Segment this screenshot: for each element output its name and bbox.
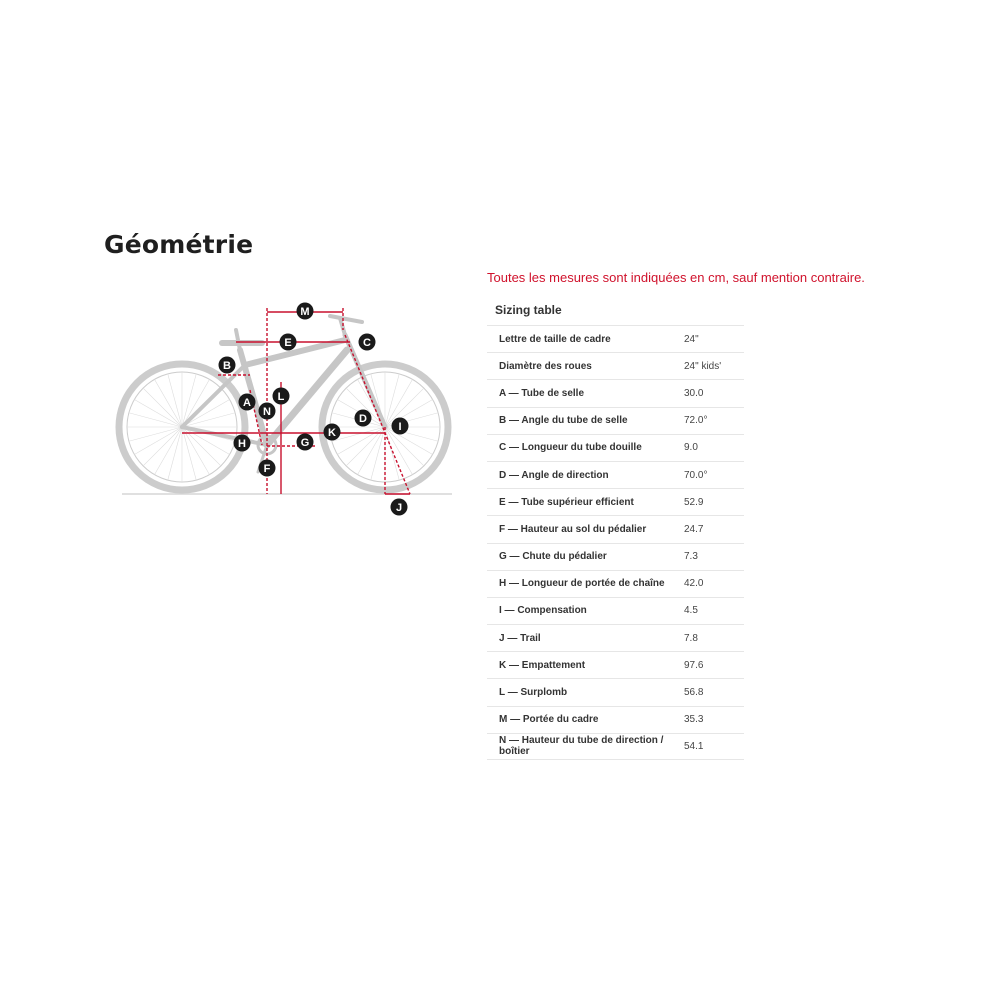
row-value: 97.6 xyxy=(684,659,704,671)
marker-m xyxy=(297,303,314,320)
table-row xyxy=(487,624,744,651)
marker-n xyxy=(259,403,276,420)
svg-text:K: K xyxy=(328,427,336,439)
table-row xyxy=(487,461,744,488)
marker-a xyxy=(239,394,256,411)
table-row xyxy=(487,515,744,542)
marker-c xyxy=(359,334,376,351)
svg-text:G: G xyxy=(300,437,310,449)
row-value: 72.0° xyxy=(684,415,708,427)
page-title: Géométrie xyxy=(104,230,254,259)
table-row xyxy=(487,379,744,406)
table-row xyxy=(487,488,744,515)
table-row xyxy=(487,407,744,434)
row-label: B — Angle du tube de selle xyxy=(499,415,628,427)
row-label: A — Tube de selle xyxy=(499,387,585,399)
table-row xyxy=(487,543,744,570)
marker-k xyxy=(324,424,341,441)
sizing-table-heading: Sizing table xyxy=(495,303,562,317)
row-value: 56.8 xyxy=(684,687,704,699)
table-row xyxy=(487,570,744,597)
table-row xyxy=(487,651,744,678)
table-row xyxy=(487,678,744,705)
svg-text:E: E xyxy=(284,337,292,349)
row-label: D — Angle de direction xyxy=(499,469,609,481)
row-label: L — Surplomb xyxy=(499,687,568,699)
row-value: 54.1 xyxy=(684,740,704,752)
table-row xyxy=(487,434,744,461)
marker-l xyxy=(273,388,290,405)
marker-e xyxy=(280,334,297,351)
row-value: 35.3 xyxy=(684,714,704,726)
row-value: 7.3 xyxy=(684,551,698,563)
svg-text:J: J xyxy=(395,502,403,514)
marker-d xyxy=(355,410,372,427)
row-value: 30.0 xyxy=(684,387,704,399)
row-label: I — Compensation xyxy=(499,605,587,617)
marker-h xyxy=(234,435,251,452)
row-value: 52.9 xyxy=(684,496,704,508)
row-value: 24" kids' xyxy=(684,360,722,372)
svg-text:B: B xyxy=(223,360,231,372)
svg-text:A: A xyxy=(243,397,251,409)
row-value: 24" xyxy=(684,333,699,345)
row-value: 24.7 xyxy=(684,523,704,535)
marker-b xyxy=(219,357,236,374)
row-label: Diamètre des roues xyxy=(499,360,592,372)
svg-text:D: D xyxy=(359,413,367,425)
table-row xyxy=(487,706,744,733)
row-label: J — Trail xyxy=(499,632,541,644)
row-value: 70.0° xyxy=(684,469,708,481)
row-label: G — Chute du pédalier xyxy=(499,551,607,563)
row-label: K — Empattement xyxy=(499,659,586,671)
row-label: M — Portée du cadre xyxy=(499,714,599,726)
row-value: 7.8 xyxy=(684,632,698,644)
table-row xyxy=(487,325,744,352)
units-note: Toutes les mesures sont indiquées en cm, sauf mention contraire. xyxy=(487,270,865,285)
marker-g xyxy=(297,434,314,451)
svg-text:M: M xyxy=(300,306,310,318)
table-row xyxy=(487,733,744,760)
row-label: H — Longueur de portée de chaîne xyxy=(499,578,665,590)
svg-text:L: L xyxy=(277,391,285,403)
row-value: 42.0 xyxy=(684,578,704,590)
sizing-table xyxy=(487,300,744,760)
marker-i xyxy=(392,418,409,435)
row-label: E — Tube supérieur efficient xyxy=(499,496,634,508)
svg-text:F: F xyxy=(263,463,271,475)
bike-geometry-diagram xyxy=(110,295,460,520)
row-label: Lettre de taille de cadre xyxy=(499,333,611,345)
row-label: N — Hauteur du tube de direction / boîtier xyxy=(499,735,664,758)
svg-text:H: H xyxy=(238,438,246,450)
svg-text:N: N xyxy=(263,406,271,418)
row-label: C — Longueur du tube douille xyxy=(499,442,642,454)
row-value: 9.0 xyxy=(684,442,698,454)
row-value: 4.5 xyxy=(684,605,698,617)
marker-j xyxy=(391,499,408,516)
svg-text:I: I xyxy=(398,421,402,433)
row-label: F — Hauteur au sol du pédalier xyxy=(499,523,647,535)
svg-text:C: C xyxy=(363,337,371,349)
marker-f xyxy=(259,460,276,477)
table-row xyxy=(487,352,744,379)
table-row xyxy=(487,597,744,624)
